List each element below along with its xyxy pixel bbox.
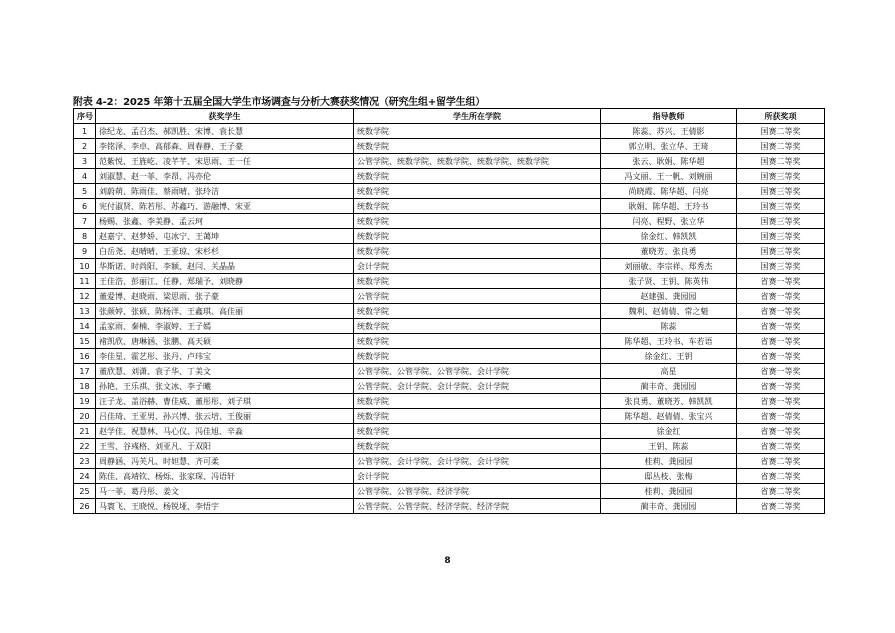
cell-award: 省赛一等奖 [737,424,825,439]
table-row [74,289,825,304]
table-row [74,364,825,379]
cell-teacher: 邸丛枝、张梅 [601,469,737,484]
cell-award: 国赛二等奖 [737,124,825,139]
cell-award: 省赛一等奖 [737,274,825,289]
cell-students: 白岳尧、赵晴晴、王亚琼、宋杉杉 [96,244,354,259]
cell-no: 6 [74,199,96,214]
cell-teacher: 陈蕊 [601,319,737,334]
cell-award: 省赛二等奖 [737,484,825,499]
cell-award: 省赛二等奖 [737,469,825,484]
cell-teacher: 桂莉、龚园园 [601,454,737,469]
cell-teacher: 徐金红、王钥 [601,349,737,364]
cell-students: 华斯诺、时尚阳、李颖、赵闫、关晶晶 [96,259,354,274]
cell-college: 统数学院 [354,214,601,229]
cell-students: 陈佳、高靖钦、杨烁、张家琛、冯语轩 [96,469,354,484]
cell-college: 统数学院 [354,124,601,139]
cell-no: 3 [74,154,96,169]
cell-award: 国赛三等奖 [737,214,825,229]
table-row [74,214,825,229]
cell-college: 公管学院 [354,289,601,304]
cell-students: 徐纪龙、孟召杰、郝凯胜、宋博、袁长慧 [96,124,354,139]
cell-teacher: 郭立明、张立华、王琦 [601,139,737,154]
cell-students: 周静涵、冯芙凡、时妲慧、齐可柔 [96,454,354,469]
cell-no: 1 [74,124,96,139]
cell-award: 省赛一等奖 [737,304,825,319]
cell-award: 省赛二等奖 [737,439,825,454]
cell-students: 马寰飞、王晓悦、杨锐垭、李悟宇 [96,499,354,514]
cell-students: 孙艳、王乐祺、张文冰、李子曦 [96,379,354,394]
cell-award: 省赛一等奖 [737,334,825,349]
cell-students: 赵嘉宁、赵梦娇、屯冰宁、王蔼坤 [96,229,354,244]
table-row [74,229,825,244]
cell-teacher: 张良勇、董晓芳、韩凯凯 [601,394,737,409]
cell-teacher: 张子贤、王钥、陈英伟 [601,274,737,289]
cell-award: 省赛一等奖 [737,319,825,334]
cell-students: 范紫悦、王旌屹、凌芊芊、宋思雨、王一任 [96,154,354,169]
cell-teacher: 闫亮、程野、张立华 [601,214,737,229]
cell-no: 12 [74,289,96,304]
table-row [74,454,825,469]
cell-no: 11 [74,274,96,289]
awards-table [73,108,825,514]
cell-college: 统数学院 [354,244,601,259]
cell-award: 省赛一等奖 [737,289,825,304]
header-award: 所获奖项 [737,109,825,124]
cell-award: 省赛一等奖 [737,379,825,394]
cell-college: 统数学院 [354,439,601,454]
cell-college: 统数学院 [354,319,601,334]
cell-college: 统数学院 [354,184,601,199]
cell-students: 李铭泽、李卓、高郁森、周春静、王子豪 [96,139,354,154]
table-row [74,184,825,199]
cell-teacher: 蔺丰奇、龚园园 [601,379,737,394]
table-row [74,139,825,154]
cell-students: 宪付淑贤、陈若彤、苏鑫巧、游融博、宋亚 [96,199,354,214]
cell-students: 赵学佳、祝慧林、马心仪、冯佳旭、辛淼 [96,424,354,439]
cell-no: 14 [74,319,96,334]
cell-no: 16 [74,349,96,364]
cell-college: 统数学院 [354,394,601,409]
cell-students: 王雪、谷彧格、刘亚凡、于双阳 [96,439,354,454]
cell-college: 会计学院 [354,469,601,484]
cell-college: 统数学院 [354,139,601,154]
table-row [74,439,825,454]
header-no: 序号 [74,109,96,124]
table-row [74,334,825,349]
cell-no: 22 [74,439,96,454]
cell-students: 杨赐、张鑫、李美静、孟云珂 [96,214,354,229]
cell-teacher: 刘丽敏、李宗祥、郑秀杰 [601,259,737,274]
cell-college: 公管学院、公管学院、经济学院、经济学院 [354,499,601,514]
cell-teacher: 尚晓霞、陈华超、闫亮 [601,184,737,199]
cell-students: 马一菲、葛丹彤、姜文 [96,484,354,499]
cell-students: 吕佳琦、王亚男、孙兴博、张云培、王俊丽 [96,409,354,424]
table-row [74,349,825,364]
table-body [74,124,825,514]
table-row [74,244,825,259]
cell-teacher: 桂莉、龚园园 [601,484,737,499]
cell-college: 统数学院 [354,349,601,364]
cell-no: 18 [74,379,96,394]
cell-students: 褚凯欣、唐琳涵、张鹏、高天硕 [96,334,354,349]
cell-no: 17 [74,364,96,379]
table-row [74,424,825,439]
cell-college: 统数学院 [354,304,601,319]
cell-teacher: 耿娟、陈华超、王玲书 [601,199,737,214]
cell-no: 5 [74,184,96,199]
cell-college: 统数学院 [354,274,601,289]
cell-college: 统数学院 [354,169,601,184]
cell-award: 国赛三等奖 [737,169,825,184]
cell-no: 25 [74,484,96,499]
cell-award: 国赛三等奖 [737,259,825,274]
cell-college: 公管学院、会计学院、会计学院、会计学院 [354,454,601,469]
cell-college: 公管学院、统数学院、统数学院、统数学院、统数学院 [354,154,601,169]
cell-students: 董爱博、赵晓雨、梁思雨、张子豪 [96,289,354,304]
cell-award: 国赛三等奖 [737,184,825,199]
cell-college: 公管学院、会计学院、会计学院、会计学院 [354,379,601,394]
cell-teacher: 陈华超、王玲书、车若语 [601,334,737,349]
table-row [74,499,825,514]
cell-no: 2 [74,139,96,154]
cell-college: 公管学院、公管学院、经济学院 [354,484,601,499]
table-row [74,379,825,394]
cell-teacher: 陈华超、赵倩倩、张宝兴 [601,409,737,424]
cell-no: 26 [74,499,96,514]
cell-no: 20 [74,409,96,424]
cell-college: 统数学院 [354,409,601,424]
page-number: 8 [444,556,451,566]
table-row [74,394,825,409]
cell-students: 王佳浩、彭丽江、任静、郑瑞予、刘晓静 [96,274,354,289]
cell-students: 刘淑慧、赵一菲、李昂、冯亦伦 [96,169,354,184]
cell-students: 刘蔚萌、陈雨佳、蔡雨晴、张玲洁 [96,184,354,199]
cell-no: 24 [74,469,96,484]
cell-students: 孟家雨、秦楠、李淑婷、王子嫣 [96,319,354,334]
cell-award: 国赛三等奖 [737,244,825,259]
cell-college: 统数学院 [354,424,601,439]
cell-no: 8 [74,229,96,244]
cell-students: 李佳星、霍艺彤、张丹、卢玮宝 [96,349,354,364]
table-row [74,304,825,319]
cell-students: 张颜婷、张硕、陈杨洋、王鑫琪、高佳丽 [96,304,354,319]
header-college: 学生所在学院 [354,109,601,124]
cell-teacher: 魏利、赵倩倩、常之魁 [601,304,737,319]
cell-award: 省赛二等奖 [737,454,825,469]
cell-no: 15 [74,334,96,349]
cell-award: 省赛二等奖 [737,499,825,514]
cell-college: 会计学院 [354,259,601,274]
table-row [74,199,825,214]
header-teacher: 指导教师 [601,109,737,124]
cell-no: 23 [74,454,96,469]
table-row [74,154,825,169]
cell-teacher: 徐金红、韩凯凯 [601,229,737,244]
cell-award: 省赛一等奖 [737,364,825,379]
table-row [74,124,825,139]
cell-no: 13 [74,304,96,319]
cell-teacher: 冯文丽、王一帆、刘婉丽 [601,169,737,184]
cell-award: 国赛二等奖 [737,154,825,169]
cell-no: 9 [74,244,96,259]
cell-teacher: 高星 [601,364,737,379]
cell-teacher: 张云、耿娟、陈华超 [601,154,737,169]
cell-college: 统数学院 [354,199,601,214]
cell-students: 汪子龙、盖浴赫、曹佳威、董彤彤、刘子琪 [96,394,354,409]
cell-award: 国赛三等奖 [737,229,825,244]
cell-no: 7 [74,214,96,229]
cell-award: 省赛一等奖 [737,409,825,424]
cell-teacher: 赵建强、龚园园 [601,289,737,304]
cell-teacher: 董晓芳、张良勇 [601,244,737,259]
cell-award: 国赛三等奖 [737,199,825,214]
cell-teacher: 徐金红 [601,424,737,439]
cell-no: 19 [74,394,96,409]
table-header-row [74,109,825,124]
cell-award: 国赛二等奖 [737,139,825,154]
cell-teacher: 陈蕊、苏兴、王倩影 [601,124,737,139]
cell-college: 公管学院、公管学院、公管学院、会计学院 [354,364,601,379]
cell-students: 董欣慧、刘潇、袁子华、丁美文 [96,364,354,379]
table-row [74,259,825,274]
table-row [74,274,825,289]
cell-college: 统数学院 [354,229,601,244]
cell-teacher: 蔺丰奇、龚园园 [601,499,737,514]
table-row [74,484,825,499]
cell-no: 4 [74,169,96,184]
table-row [74,319,825,334]
cell-award: 省赛一等奖 [737,394,825,409]
document-title: 附表 4-2：2025 年第十五届全国大学生市场调查与分析大赛获奖情况（研究生组+留学生组） [73,97,486,108]
header-students: 获奖学生 [96,109,354,124]
cell-college: 统数学院 [354,334,601,349]
cell-teacher: 王钥、陈蕊 [601,439,737,454]
cell-no: 10 [74,259,96,274]
cell-award: 省赛一等奖 [737,349,825,364]
table-row [74,469,825,484]
table-row [74,169,825,184]
cell-no: 21 [74,424,96,439]
table-row [74,409,825,424]
